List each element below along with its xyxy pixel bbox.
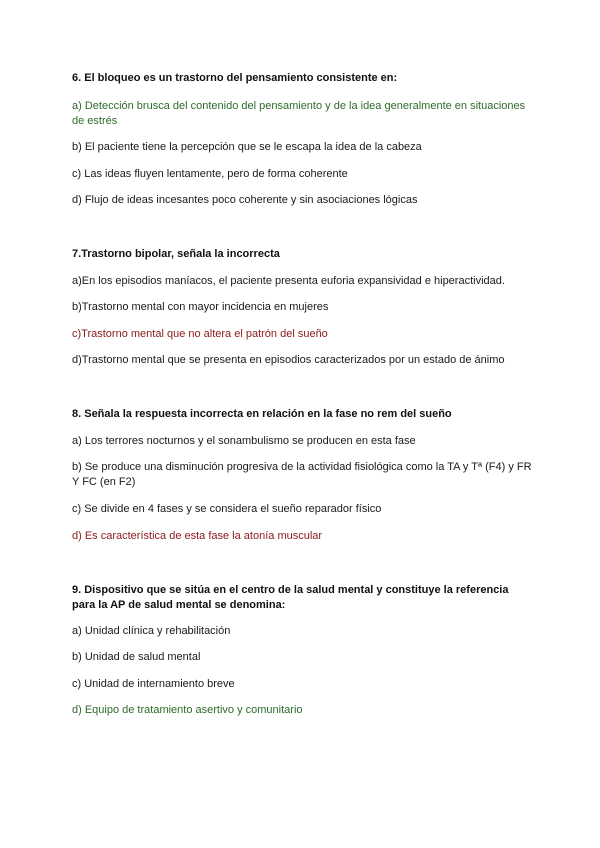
question-7-option-c: c)Trastorno mental que no altera el patrón del sueño — [72, 328, 328, 340]
question-9-option-a: a) Unidad clínica y rehabilitación — [72, 625, 231, 637]
question-9-option-c: c) Unidad de internamiento breve — [72, 678, 235, 690]
question-6-option-c: c) Las ideas fluyen lentamente, pero de forma coherente — [72, 168, 348, 180]
question-8-option-a: a) Los terrores nocturnos y el sonambulismo se producen en esta fase — [72, 435, 416, 447]
question-8-option-d: d) Es característica de esta fase la atonía muscular — [72, 530, 323, 542]
question-8-option-c: c) Se divide en 4 fases y se considera el sueño reparador físico — [72, 503, 382, 515]
question-7-option-b: b)Trastorno mental con mayor incidencia en mujeres — [72, 301, 329, 313]
question-7-option-d: d)Trastorno mental que se presenta en episodios caracterizados por un estado de ánimo — [72, 354, 505, 366]
question-6-option-a: a) Detección brusca del contenido del pensamiento y de la idea generalmente en situaciones de estrés — [72, 100, 526, 127]
question-9-title: 9. Dispositivo que se sitúa en el centro de la salud mental y constituye la referencia para la AP de salud mental se denomina: — [72, 584, 509, 611]
question-9-option-d: d) Equipo de tratamiento asertivo y comunitario — [72, 704, 303, 716]
question-8-title: 8. Señala la respuesta incorrecta en relación en la fase no rem del sueño — [72, 408, 452, 420]
question-9-option-b: b) Unidad de salud mental — [72, 651, 201, 663]
question-8-option-b: b) Se produce una disminución progresiva de la actividad fisiológica como la TA y Tª (F4) y FR Y FC (en F2) — [72, 461, 532, 488]
question-7-option-a: a)En los episodios maníacos, el paciente presenta euforia expansividad e hiperactividad. — [72, 275, 505, 287]
question-7-title: 7.Trastorno bipolar, señala la incorrecta — [72, 248, 280, 260]
question-6-option-b: b) El paciente tiene la percepción que se le escapa la idea de la cabeza — [72, 141, 422, 153]
question-6-title: 6. El bloqueo es un trastorno del pensamiento consistente en: — [72, 72, 398, 84]
question-6-option-d: d) Flujo de ideas incesantes poco coherente y sin asociaciones lógicas — [72, 194, 418, 206]
